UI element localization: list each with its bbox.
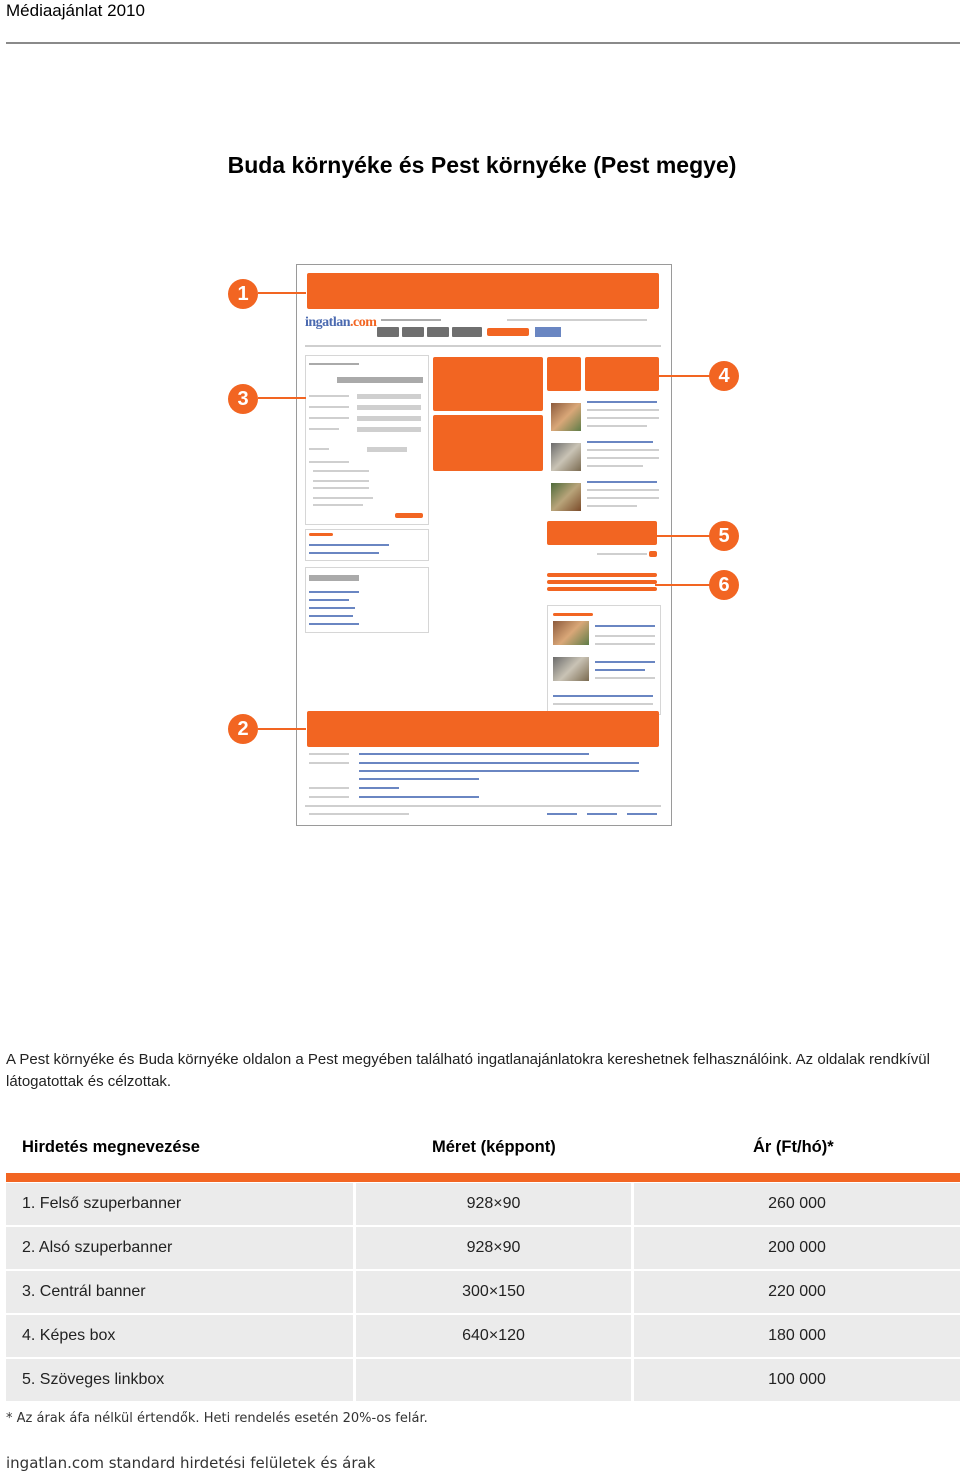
marker-2: 2 — [228, 714, 258, 744]
ad-size: 928×90 — [356, 1183, 631, 1225]
central-banner-placeholder — [433, 357, 543, 411]
bottom-superbanner-placeholder — [307, 711, 659, 747]
ad-name: 1. Felső szuperbanner — [6, 1183, 353, 1225]
description-text: A Pest környéke és Buda környéke oldalon a Pest megyében található ingatlanajánlatokra kereshetnek felhasználóink. Az oldalak rendkívül látogatottak és célzottak. — [6, 1051, 930, 1090]
table-header-name: Hirdetés megnevezése — [22, 1138, 200, 1156]
text-linkbox-placeholder — [547, 521, 657, 545]
ad-size — [356, 1359, 631, 1401]
website-mockup — [296, 264, 672, 826]
ad-size: 300×150 — [356, 1271, 631, 1313]
price-footnote: * Az árak áfa nélkül értendők. Heti rendelés esetén 20%-os felár. — [6, 1411, 428, 1426]
ad-size: 928×90 — [356, 1227, 631, 1269]
table-row — [6, 1271, 960, 1313]
marker-3: 3 — [228, 384, 258, 414]
ad-price: 100 000 — [634, 1359, 960, 1401]
ad-name: 5. Szöveges linkbox — [6, 1359, 353, 1401]
table-header-size: Méret (képpont) — [432, 1138, 556, 1156]
ad-size: 640×120 — [356, 1315, 631, 1357]
marker-5: 5 — [709, 521, 739, 551]
marker-6: 6 — [709, 570, 739, 600]
ad-name: 4. Képes box — [6, 1315, 353, 1357]
header-divider — [6, 42, 960, 44]
page-title: Buda környéke és Pest környéke (Pest megye) — [227, 152, 737, 178]
ad-name: 3. Centrál banner — [6, 1271, 353, 1313]
table-row — [6, 1183, 960, 1225]
table-header-bar — [6, 1173, 960, 1182]
marker-4: 4 — [709, 361, 739, 391]
site-logo: ingatlan.com — [305, 315, 377, 330]
image-box-placeholder — [547, 357, 581, 391]
marker-1: 1 — [228, 279, 258, 309]
table-row — [6, 1227, 960, 1269]
listing-thumbnail — [551, 403, 581, 431]
listing-thumbnail — [551, 483, 581, 511]
table-row — [6, 1315, 960, 1357]
document-header-title: Médiaajánlat 2010 — [6, 1, 145, 20]
top-superbanner-placeholder — [307, 273, 659, 309]
ad-price: 220 000 — [634, 1271, 960, 1313]
page-footer: ingatlan.com standard hirdetési felületek és árak — [6, 1454, 376, 1472]
ad-name: 2. Alsó szuperbanner — [6, 1227, 353, 1269]
table-header-price: Ár (Ft/hó)* — [753, 1138, 834, 1156]
table-row — [6, 1359, 960, 1401]
ad-price: 260 000 — [634, 1183, 960, 1225]
listing-thumbnail — [551, 443, 581, 471]
ad-price: 200 000 — [634, 1227, 960, 1269]
text-line-placeholder — [547, 573, 657, 577]
ad-price: 180 000 — [634, 1315, 960, 1357]
